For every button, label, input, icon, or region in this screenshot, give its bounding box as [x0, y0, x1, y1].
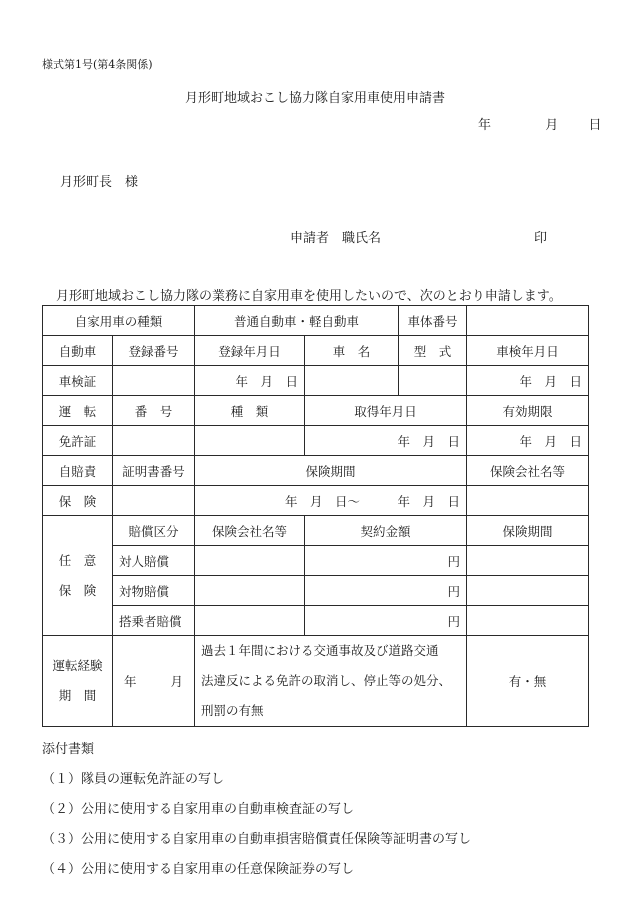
vehicle-type-value: 普通自動車・軽自動車 [195, 306, 399, 336]
application-table [42, 305, 589, 727]
date-day: 日 [588, 118, 602, 133]
cali-period-label: 保険期間 [195, 456, 467, 486]
inspection-expiry-label: 車検年月日 [467, 336, 589, 366]
violation-notice [195, 636, 467, 727]
violation-notice-line-1: 過去１年間における交通事故及び道路交通 [201, 643, 439, 658]
experience-months-unit: 月 [170, 674, 184, 689]
voluntary-company-field[interactable] [195, 546, 305, 576]
voluntary-label-2: 保 険 [58, 582, 97, 598]
voluntary-period-field[interactable] [467, 576, 589, 606]
attachment-item: （３）公用に使用する自家用車の自動車損害賠償責任保険等証明書の写し [42, 832, 472, 847]
inspection-expiry-field[interactable]: 年 月 日 [467, 366, 589, 396]
intro-text: 月形町地域おこし協力隊の業務に自家用車を使用したいので、次のとおり申請します。 [56, 289, 562, 304]
cali-label-2: 保 険 [43, 486, 113, 516]
compensation-row-label: 対人賠償 [113, 546, 195, 576]
violation-choice[interactable]: 有・無 [467, 636, 589, 727]
attachment-item: （２）公用に使用する自家用車の自動車検査証の写し [42, 802, 355, 817]
voluntary-company-field[interactable] [195, 576, 305, 606]
voluntary-period-field[interactable] [467, 606, 589, 636]
registration-date-field[interactable]: 年 月 日 [195, 366, 305, 396]
cali-period-field[interactable]: 年 月 日〜 年 月 日 [195, 486, 467, 516]
addressee: 月形町長 様 [60, 175, 139, 190]
experience-years-unit: 年 [124, 674, 137, 689]
attachment-item: （４）公用に使用する自家用車の任意保険証券の写し [42, 862, 355, 877]
car-name-field[interactable] [305, 366, 399, 396]
attachments-title: 添付書類 [42, 742, 95, 757]
violation-notice-line-3: 刑罰の有無 [201, 703, 264, 718]
voluntary-label-1: 任 意 [58, 552, 97, 568]
cali-cert-label: 証明書番号 [113, 456, 195, 486]
compensation-row-label: 搭乗者賠償 [113, 606, 195, 636]
applicant-label: 申請者 職氏名 [290, 231, 382, 246]
license-valid-label: 有効期限 [467, 396, 589, 426]
date-line [478, 114, 601, 133]
document-title: 月形町地域おこし協力隊自家用車使用申請書 [184, 91, 445, 106]
chassis-number-label: 車体番号 [399, 306, 467, 336]
voluntary-company-label: 保険会社名等 [195, 516, 305, 546]
inspection-label-1: 自動車 [43, 336, 113, 366]
license-number-field[interactable] [113, 426, 195, 456]
experience-label-1: 運転経験 [52, 658, 103, 673]
license-number-label: 番 号 [113, 396, 195, 426]
voluntary-company-field[interactable] [195, 606, 305, 636]
voluntary-period-label: 保険期間 [467, 516, 589, 546]
inspection-label-2: 車検証 [43, 366, 113, 396]
experience-period-field[interactable] [113, 636, 195, 727]
date-month: 月 [545, 118, 559, 133]
voluntary-label [43, 516, 113, 636]
license-kind-label: 種 類 [195, 396, 305, 426]
violation-notice-line-2: 法違反による免許の取消し、停止等の処分、 [201, 673, 452, 688]
experience-label [43, 636, 113, 727]
contract-amount-field[interactable]: 円 [305, 606, 467, 636]
cali-label-1: 自賠責 [43, 456, 113, 486]
license-kind-field[interactable] [195, 426, 305, 456]
voluntary-period-field[interactable] [467, 546, 589, 576]
car-name-label: 車 名 [305, 336, 399, 366]
cali-company-field[interactable] [467, 486, 589, 516]
contract-amount-field[interactable]: 円 [305, 546, 467, 576]
model-label: 型 式 [399, 336, 467, 366]
attachment-item: （１）隊員の運転免許証の写し [42, 772, 225, 787]
chassis-number-field[interactable] [467, 306, 589, 336]
contract-amount-label: 契約金額 [305, 516, 467, 546]
license-acquired-label: 取得年月日 [305, 396, 467, 426]
compensation-category-label: 賠償区分 [113, 516, 195, 546]
experience-label-2: 期 間 [58, 688, 97, 703]
contract-amount-field[interactable]: 円 [305, 576, 467, 606]
vehicle-type-label: 自家用車の種類 [43, 306, 195, 336]
registration-number-field[interactable] [113, 366, 195, 396]
license-acquired-field[interactable]: 年 月 日 [305, 426, 467, 456]
form-number: 様式第1号(第4条関係) [42, 58, 153, 71]
seal-mark: 印 [534, 231, 548, 246]
license-label-2: 免許証 [43, 426, 113, 456]
date-year: 年 [478, 118, 492, 133]
compensation-row-label: 対物賠償 [113, 576, 195, 606]
license-label-1: 運 転 [43, 396, 113, 426]
model-field[interactable] [399, 366, 467, 396]
cali-company-label: 保険会社名等 [467, 456, 589, 486]
license-valid-field[interactable]: 年 月 日 [467, 426, 589, 456]
registration-date-label: 登録年月日 [195, 336, 305, 366]
registration-number-label: 登録番号 [113, 336, 195, 366]
cali-cert-field[interactable] [113, 486, 195, 516]
